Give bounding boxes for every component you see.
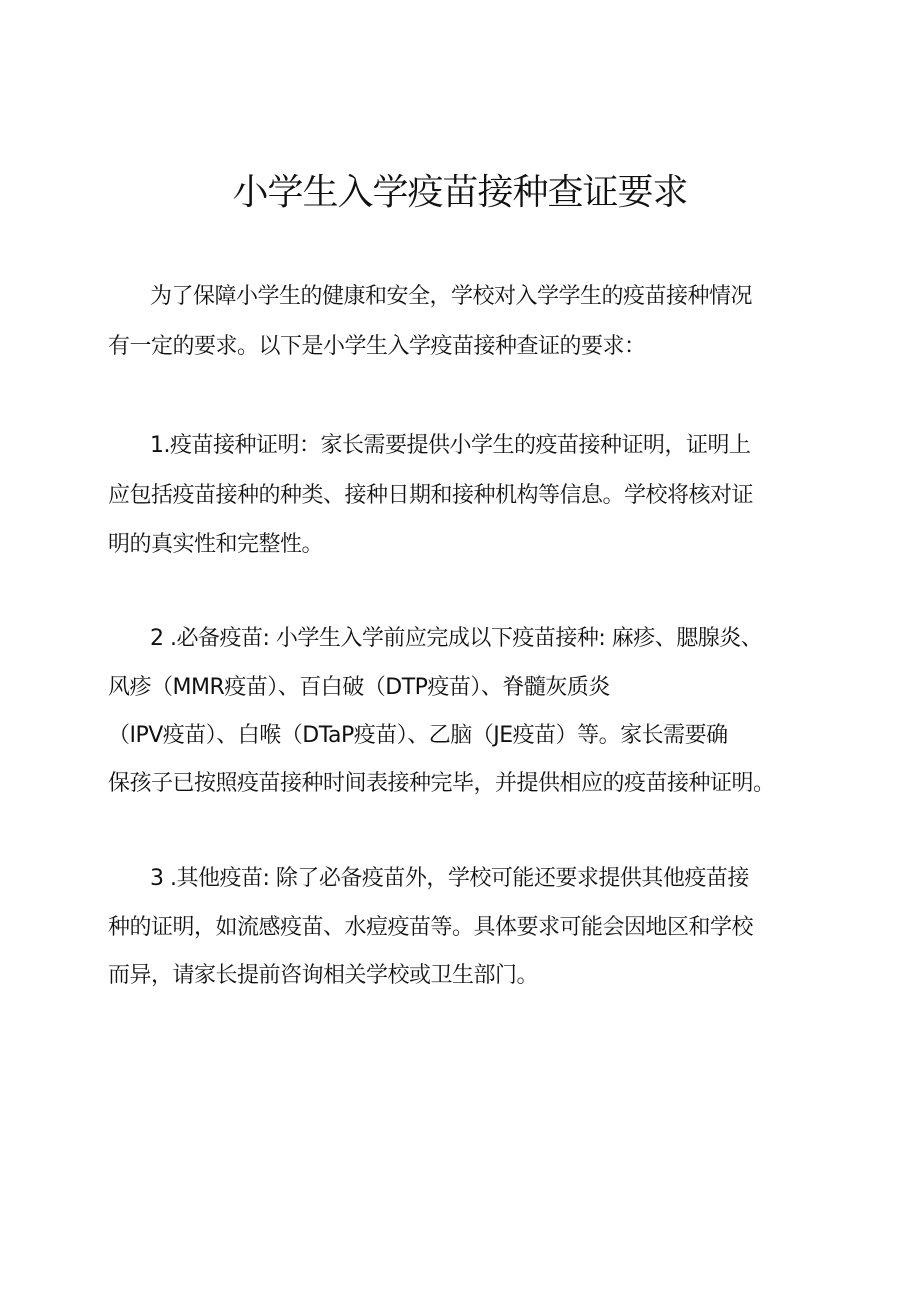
item2-line-4: 保孩子已按照疫苗接种时间表接种完毕，并提供相应的疫苗接种证明。 [108,771,775,796]
item1-line-3: 明的真实性和完整性。 [108,532,324,557]
item2-line-1: 2 .必备疫苗: 小学生入学前应完成以下疫苗接种: 麻疹、腮腺炎、 [150,626,763,651]
intro-line-2: 有一定的要求。以下是小学生入学疫苗接种查证的要求： [108,334,646,359]
item1-line-1: 1.疫苗接种证明：家长需要提供小学生的疫苗接种证明，证明上 [150,433,751,458]
document-title: 小学生入学疫苗接种查证要求 [232,172,688,213]
item2-line-3: （IPV疫苗）、白喉（DTaP疫苗）、乙脑（JE疫苗）等。家长需要确 [108,723,728,748]
item3-line-2: 种的证明，如流感疫苗、水痘疫苗等。具体要求可能会因地区和学校 [108,915,754,940]
item1-line-2: 应包括疫苗接种的种类、接种日期和接种机构等信息。学校将核对证 [108,483,754,508]
item3-line-1: 3 .其他疫苗: 除了必备疫苗外，学校可能还要求提供其他疫苗接 [150,866,749,891]
item2-line-2: 风疹（MMR疫苗）、百白破（DTP疫苗）、脊髓灰质炎 [108,675,610,700]
intro-line-1: 为了保障小学生的健康和安全，学校对入学学生的疫苗接种情况 [150,284,753,309]
item3-line-3: 而异，请家长提前咨询相关学校或卫生部门。 [108,963,539,988]
